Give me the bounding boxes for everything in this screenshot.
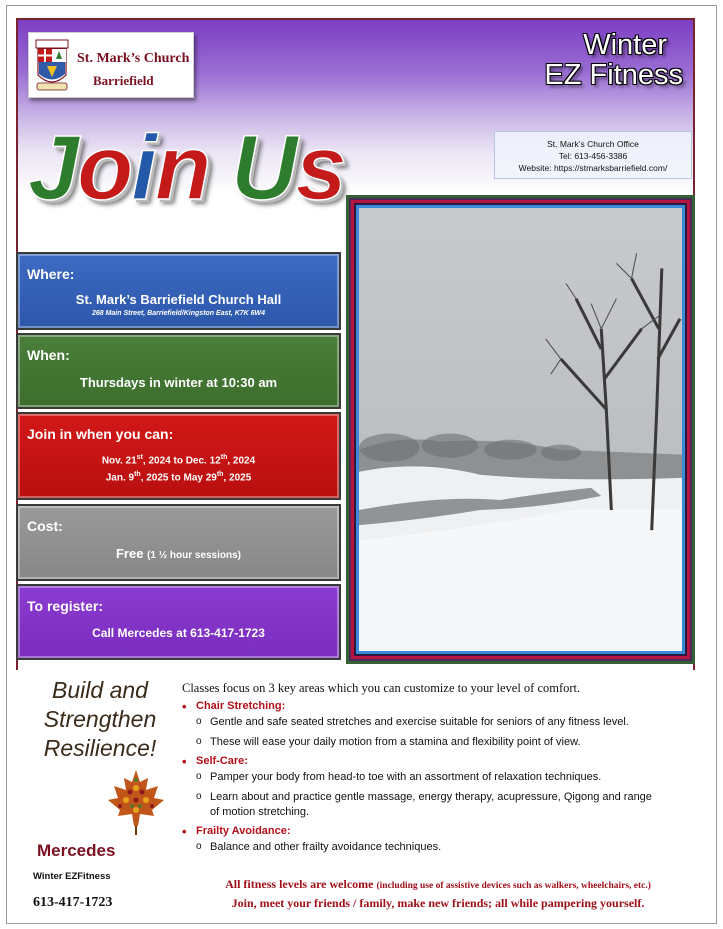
slogan-line-3: Resilience!: [43, 735, 157, 761]
closing-message: [188, 876, 688, 912]
office-name: St. Mark’s Church Office: [547, 139, 639, 149]
cost-amount: Free: [115, 546, 144, 561]
register-phone: Call Mercedes at 613-417-1723: [92, 626, 265, 640]
list-item: o Balance and other frailty avoidance techniques.: [182, 840, 702, 855]
focus-intro: Classes focus on 3 key areas which you can customize to your level of comfort.: [182, 681, 581, 695]
date-suffix: th: [216, 471, 224, 478]
join-letter-j: J: [28, 117, 78, 219]
church-crest-icon: [35, 39, 69, 93]
list-item: o These will ease your daily motion from a stamina and flexibility point of view.: [182, 735, 702, 750]
church-location: Barriefield: [93, 73, 154, 88]
cost-value: [18, 546, 339, 561]
date-text: , 2024 to Dec. 12: [142, 455, 221, 467]
category-self-care: • Self-Care:: [182, 755, 702, 767]
date-text: , 2025 to May 29: [140, 472, 217, 484]
contact-subtitle: Winter EZFitness: [33, 871, 111, 882]
focus-areas: [182, 681, 702, 860]
office-website[interactable]: Website: https://stmarksbarriefield.com/: [518, 163, 668, 173]
welcome-note: (including use of assistive devices such as walkers, wheelchairs, etc.): [376, 881, 651, 891]
cost-heading: Cost:: [27, 518, 63, 534]
category-frailty-avoidance: • Frailty Avoidance:: [182, 825, 702, 837]
category-chair-stretching: • Chair Stretching:: [182, 700, 702, 712]
us-letter-s: s: [295, 117, 345, 219]
list-item: o Pamper your body from head-to toe with an assortment of relaxation techniques.: [182, 770, 702, 785]
date-text: , 2025: [223, 472, 252, 484]
join-letter-o: o: [77, 117, 132, 219]
maple-leaf-icon: [106, 768, 166, 836]
welcome-text: All fitness levels are welcome: [225, 877, 374, 891]
program-title: [544, 30, 683, 90]
dates-range-2: [18, 471, 339, 483]
where-address: 268 Main Street, Barriefield/Kingston East, K7K 6W4: [91, 310, 266, 317]
when-time: Thursdays in winter at 10:30 am: [79, 375, 278, 390]
slogan: [30, 676, 170, 763]
join-us-headline: [28, 117, 345, 219]
slogan-line-1: Build and: [52, 677, 148, 703]
title-line-2: EZ Fitness: [544, 59, 683, 91]
dates-panel: [16, 412, 341, 500]
date-text: Jan. 9: [105, 472, 135, 484]
join-letter-n: n: [154, 117, 210, 219]
dates-heading: Join in when you can:: [27, 426, 174, 442]
slogan-line-2: Strengthen: [43, 706, 157, 732]
us-letter-u: U: [231, 117, 296, 219]
title-line-1: Winter: [583, 29, 667, 61]
register-heading: To register:: [27, 598, 103, 614]
dates-range-1: [18, 454, 339, 466]
invitation-line: Join, meet your friends / family, make new friends; all while pampering yourself.: [231, 896, 645, 910]
when-panel: [16, 333, 341, 409]
register-panel: [16, 584, 341, 660]
cost-panel: [16, 504, 341, 581]
date-text: Nov. 21: [101, 455, 137, 467]
date-suffix: th: [134, 471, 141, 478]
church-name: St. Mark’s Church: [77, 51, 190, 66]
snowy-landscape-image: [359, 208, 682, 651]
contact-name: Mercedes: [37, 841, 116, 860]
winter-photo-frame: [346, 195, 695, 664]
photo-frame-inner: [351, 200, 690, 659]
church-office-info: [494, 131, 692, 179]
where-heading: Where:: [27, 266, 75, 282]
office-phone: Tel: 613-456-3386: [558, 151, 628, 161]
cost-note: (1 ½ hour sessions): [147, 550, 241, 561]
where-panel: [16, 252, 341, 330]
church-logo: [28, 32, 194, 98]
list-item: o Learn about and practice gentle massage, energy therapy, acupressure, Qigong and range of motion stretching.: [182, 790, 652, 820]
join-letter-i: i: [131, 117, 155, 219]
list-item: o Gentle and safe seated stretches and exercise suitable for seniors of any fitness level.: [182, 715, 702, 730]
welcome-line: [188, 876, 688, 895]
date-text: , 2024: [227, 455, 256, 467]
winter-photo: [356, 205, 685, 654]
when-heading: When:: [27, 347, 70, 363]
contact-phone: 613-417-1723: [33, 895, 113, 910]
date-suffix: th: [220, 454, 228, 461]
date-suffix: st: [136, 454, 143, 461]
where-venue: St. Mark’s Barriefield Church Hall: [75, 292, 282, 307]
